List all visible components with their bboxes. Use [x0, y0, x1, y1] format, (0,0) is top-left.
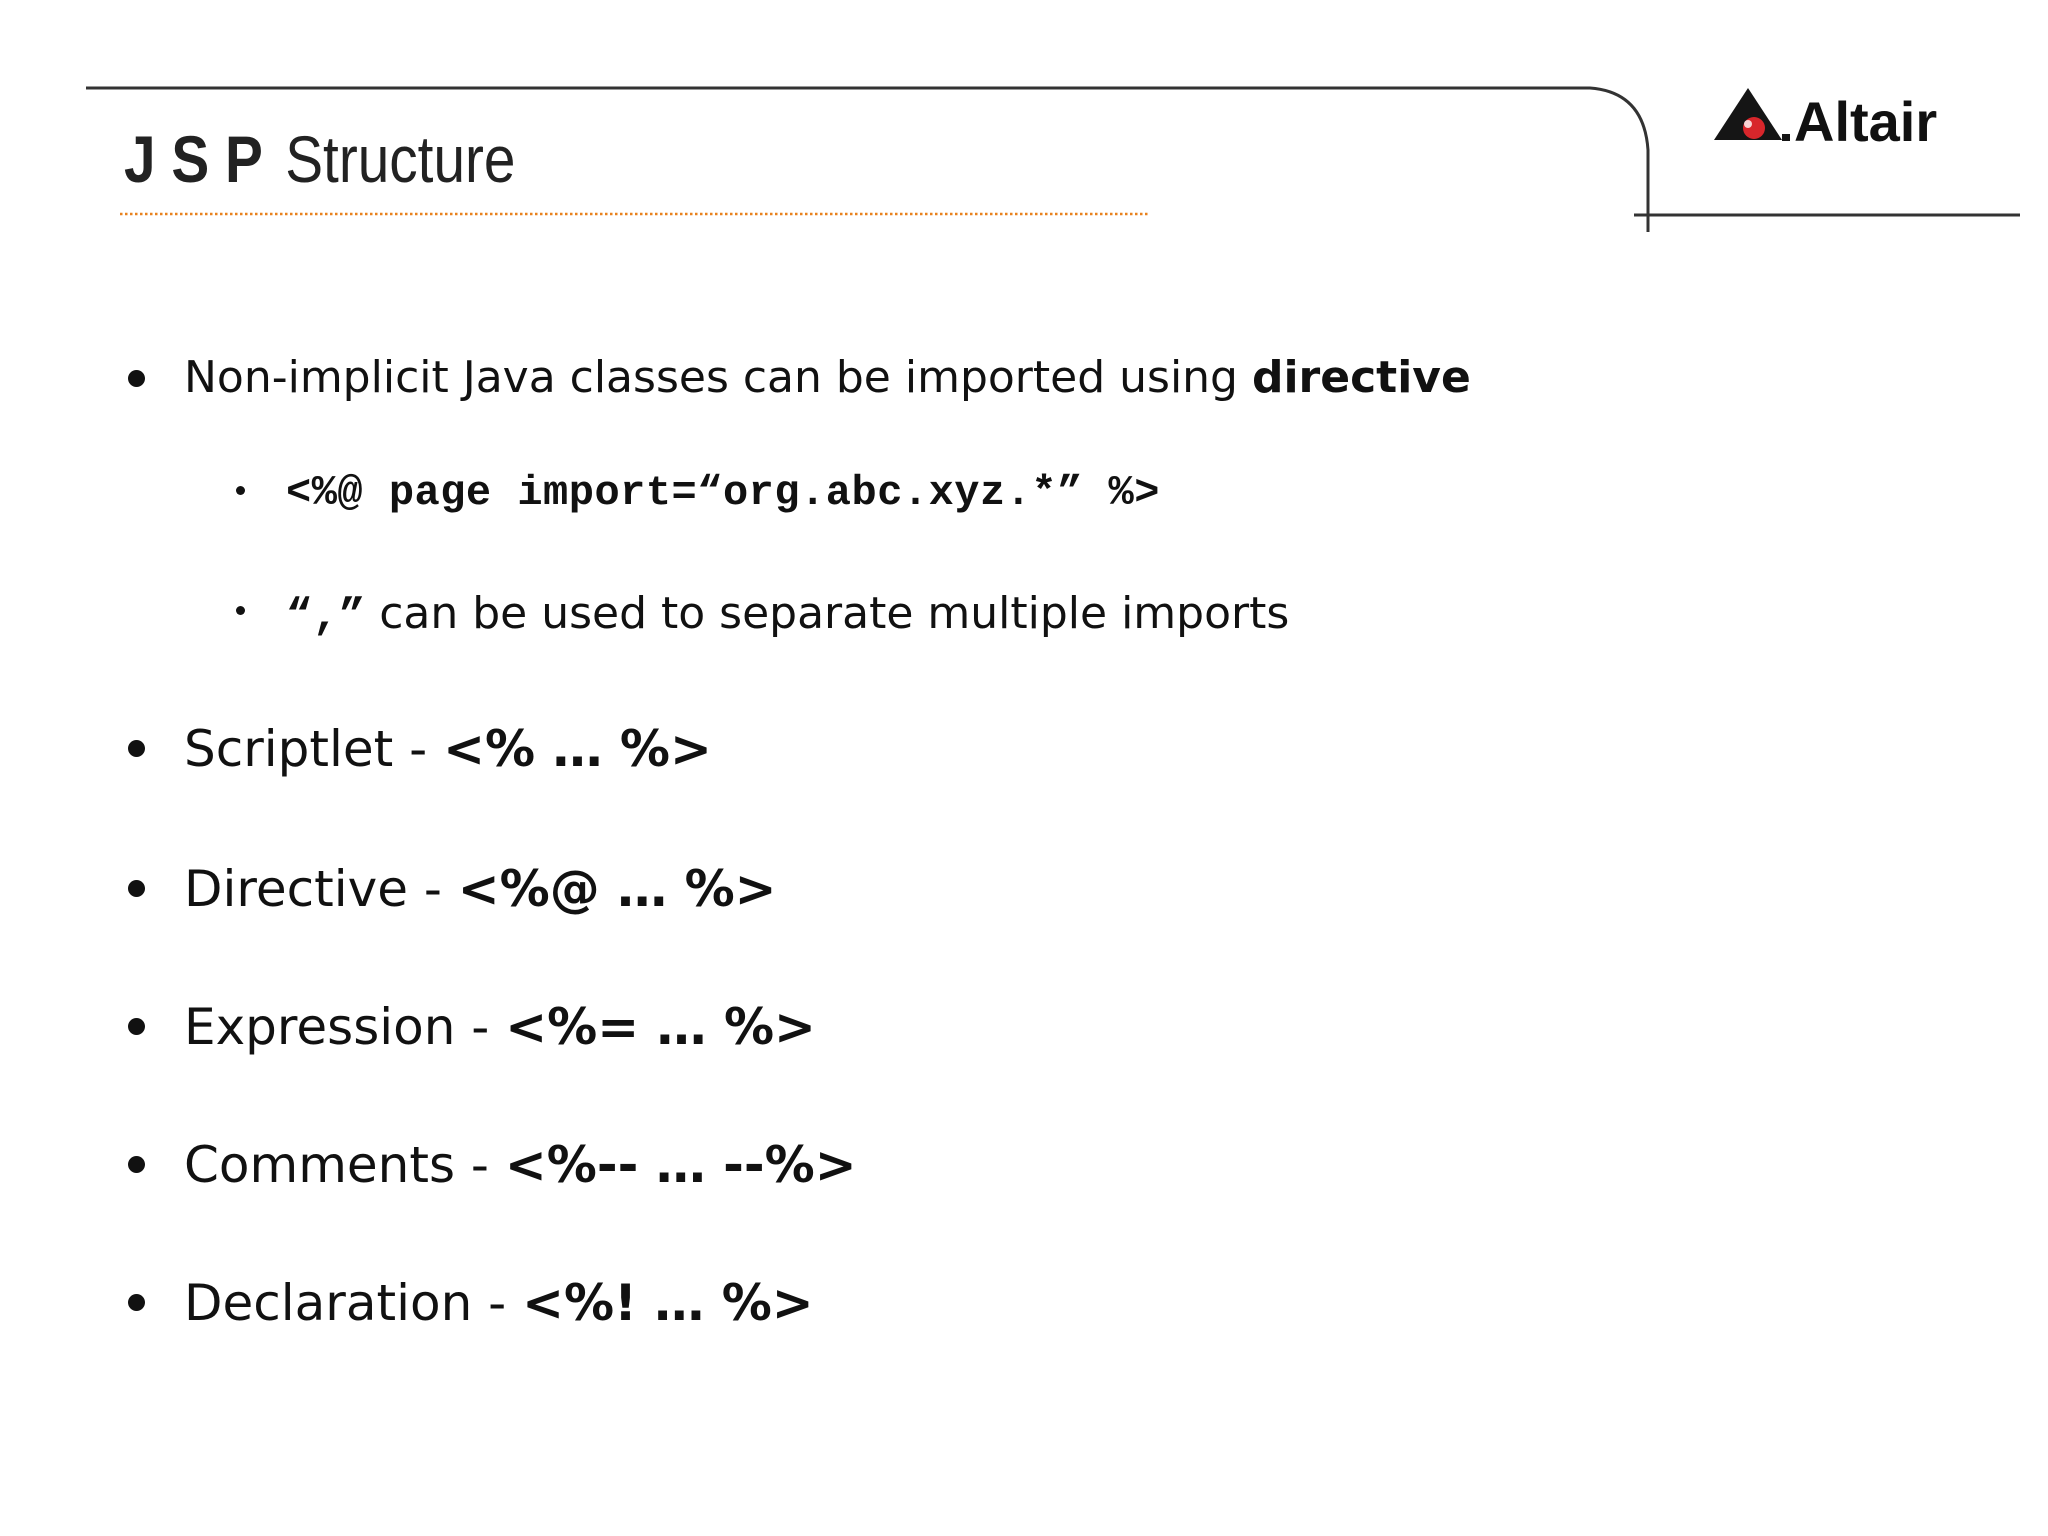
bullet-label: Declaration -	[184, 1274, 523, 1332]
bullet-icon	[236, 606, 245, 615]
bullet-syntax: <%! … %>	[522, 1274, 814, 1332]
bullet-text	[184, 716, 712, 782]
title-prefix: J S P	[124, 122, 263, 196]
bullet-syntax: <%@ … %>	[457, 860, 777, 918]
bullet-icon	[128, 1018, 145, 1035]
logo-highlight	[1744, 120, 1752, 128]
bullet-text	[184, 994, 816, 1060]
title-rest: Structure	[285, 122, 516, 196]
bullet-label: Non-implicit Java classes can be imported using	[184, 352, 1252, 403]
import-code: <%@ page import=“org.abc.xyz.*” %>	[286, 469, 1160, 517]
bullet-syntax: <%-- … --%>	[504, 1136, 857, 1194]
logo-period	[1782, 134, 1790, 141]
bullet-text	[184, 1270, 814, 1336]
bullet-icon	[128, 1156, 145, 1173]
bullet-syntax: <% … %>	[443, 720, 712, 778]
bullet-icon	[236, 486, 245, 495]
bullet-label: can be used to separate multiple imports	[365, 588, 1290, 639]
page-title	[124, 118, 515, 200]
bullet-text	[184, 856, 777, 922]
bullet-icon	[128, 1294, 145, 1311]
altair-logo-icon	[1712, 84, 1792, 144]
bullet-label: Directive -	[184, 860, 458, 918]
bullet-text	[184, 348, 1471, 408]
bullet-icon	[128, 370, 145, 387]
bullet-label: Scriptlet -	[184, 720, 444, 778]
bullet-text	[286, 584, 1289, 647]
bullet-text	[184, 1132, 857, 1198]
bullet-label: Comments -	[184, 1136, 505, 1194]
bullet-label: Expression -	[184, 998, 506, 1056]
separator-code: “,”	[286, 592, 366, 642]
bullet-icon	[128, 740, 145, 757]
bullet-icon	[128, 880, 145, 897]
logo-dot	[1743, 117, 1765, 139]
logo-text: Altair	[1794, 90, 1938, 153]
bullet-keyword: directive	[1251, 352, 1471, 403]
bullet-syntax: <%= … %>	[505, 998, 816, 1056]
